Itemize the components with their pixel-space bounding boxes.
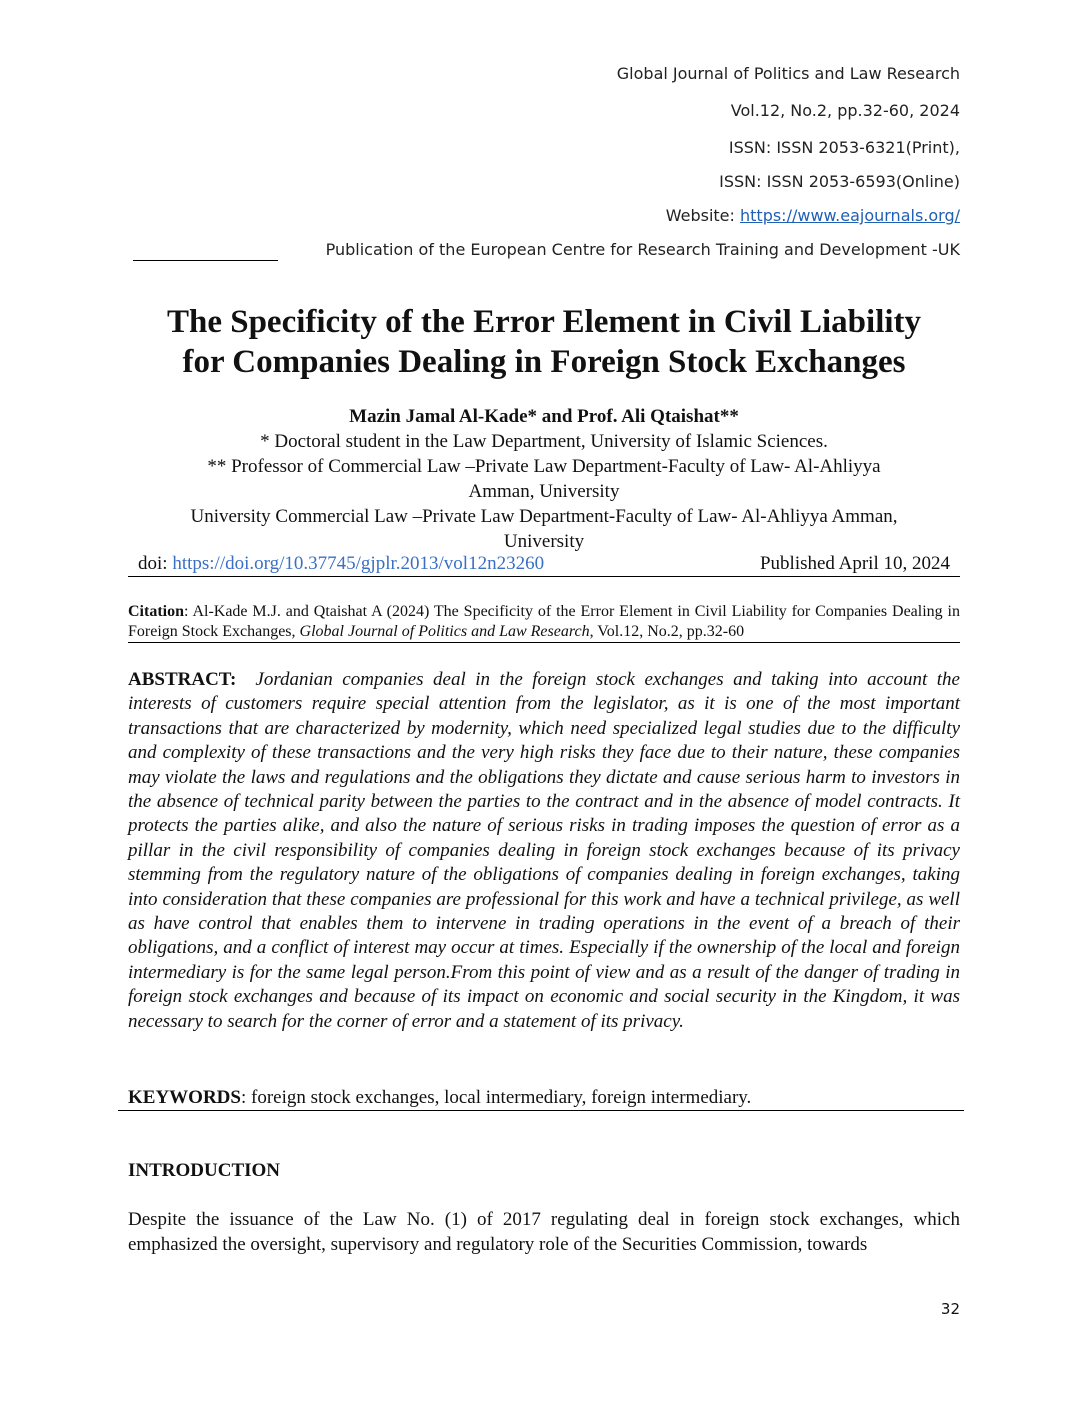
citation-rule (128, 642, 960, 643)
keywords-text: : foreign stock exchanges, local intermediary, foreign intermediary. (240, 1087, 752, 1108)
website-label: Website: (665, 206, 740, 225)
website-link[interactable]: https://www.eajournals.org/ (740, 206, 960, 225)
affiliation-2b: Amman, University (468, 481, 620, 502)
doi-line (138, 552, 960, 576)
volume-info: Vol.12, No.2, pp.32-60, 2024 (730, 101, 960, 120)
page-number: 32 (940, 1300, 960, 1318)
keywords-rule (118, 1110, 964, 1111)
doi-rule (128, 576, 960, 577)
published-date: Published April 10, 2024 (759, 553, 950, 574)
affiliation-2a: ** Professor of Commercial Law –Private Law Department-Faculty of Law- Al-Ahliyya (207, 456, 881, 477)
author-names: Mazin Jamal Al-Kade* and Prof. Ali Qtaishat** (349, 406, 739, 427)
citation-journal: Global Journal of Politics and Law Research (299, 623, 590, 640)
citation-text-2: , Vol.12, No.2, pp.32-60 (589, 623, 745, 640)
keywords (128, 1086, 960, 1110)
introduction-paragraph: Despite the issuance of the Law No. (1) of 2017 regulating deal in foreign stock exchanges, which emphasized the oversight, supervisory and regulatory role of the Securities Commission, towards (128, 1209, 960, 1255)
title-line-1: The Specificity of the Error Element in Civil Liability (166, 304, 922, 340)
affiliation-3a: University Commercial Law –Private Law Department-Faculty of Law- Al-Ahliyya Amman, (190, 506, 898, 527)
issn-print: ISSN: ISSN 2053-6321(Print), (728, 138, 960, 157)
issn-online: ISSN: ISSN 2053-6593(Online) (719, 172, 960, 191)
journal-name: Global Journal of Politics and Law Research (616, 64, 960, 83)
affiliation-3b: University (503, 531, 585, 552)
abstract-label: ABSTRACT: (128, 669, 237, 690)
header-rule (133, 260, 278, 261)
doi-link[interactable]: https://doi.org/10.37745/gjplr.2013/vol12n23260 (172, 553, 545, 574)
citation-label: Citation (128, 603, 184, 620)
author-block (100, 404, 988, 554)
abstract (128, 668, 960, 1034)
abstract-text: Jordanian companies deal in the foreign stock exchanges and taking into account the interests of customers require special attention from the legislator, as it is one of the most important transactions that are characterized by modernity, which need specialized legal studies due to the difficulty and complexity of these transactions and the very high risks they face due to their nature, these companies may violate the laws and regulations and the obligations they dictate and cause serious harm to investors in the absence of technical parity between the parties to the contract and in the absence of model contracts. It protects the parties alike, and also the nature of serious risks in trading imposes the question of error as a pillar in the civil responsibility of companies dealing in foreign stock exchanges because of its privacy stemming from the regulatory nature of the obligations of companies dealing in foreign exchanges, taking into consideration that these companies are professional for this work and have a technical privilege, as well as have control that enables them to intervene in trading operations in the event of a breach of their obligations, and a conflict of interest may occur at times. Especially if the ownership of the local and foreign intermediary is for the same legal person.From this point of view and as a result of the danger of trading in foreign stock exchanges and because of its impact on economic and social security in the Kingdom, it was necessary to search for the corner of error and a statement of its privacy. (128, 669, 960, 1032)
publisher-line: Publication of the European Centre for Research Training and Development -UK (325, 240, 960, 259)
doi-label: doi: (138, 553, 173, 574)
citation-text-1: : Al-Kade M.J. and Qtaishat A (2024) The Specificity of the Error Element in Civil Liability for Companies Dealing in Foreign Stock Exchanges, (128, 603, 960, 640)
keywords-label: KEYWORDS (128, 1087, 241, 1108)
title-line-2: for Companies Dealing in Foreign Stock Exchanges (182, 344, 906, 380)
affiliation-1: * Doctoral student in the Law Department, University of Islamic Sciences. (260, 431, 828, 452)
introduction-heading: INTRODUCTION (128, 1160, 281, 1181)
website-line (666, 206, 960, 225)
citation (128, 602, 960, 642)
paper-title (100, 302, 988, 382)
